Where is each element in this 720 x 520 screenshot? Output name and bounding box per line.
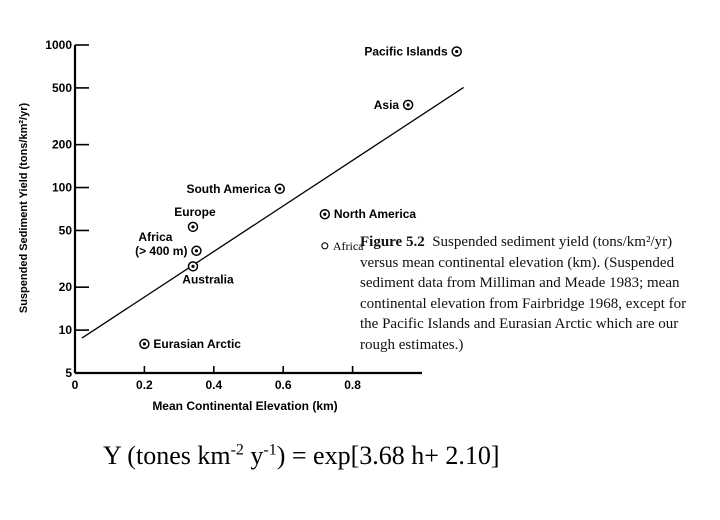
data-point-label: Pacific Islands (364, 44, 448, 59)
data-point-label: Eurasian Arctic (153, 336, 241, 351)
equation-mid: y (243, 441, 264, 470)
data-point-label: South America (186, 181, 271, 196)
equation-suffix: ) = exp[3.68 h+ 2.10] (276, 441, 500, 470)
x-tick-label: 0.8 (344, 378, 361, 392)
y-tick-label: 500 (51, 80, 72, 95)
data-point-label: Australia (182, 272, 234, 287)
open-data-point (322, 243, 328, 249)
caption-text: Suspended sediment yield (tons/km²/yr) versus mean continental elevation (km). (Suspended sediment data from Milliman and Meade 1983; mean continental elevation from Fairbridge 1968, except for the Pacific Islands and Eurasian Arctic which are our rough estimates.) (360, 234, 687, 353)
y-tick-label: 10 (58, 323, 72, 338)
equation-exp2: -1 (263, 441, 277, 459)
data-point-center (143, 342, 146, 345)
data-point-label: (> 400 m) (135, 243, 188, 258)
equation-prefix: Y (tones km (103, 441, 231, 470)
y-tick-label: 1000 (45, 38, 72, 52)
y-axis-label: Suspended Sediment Yield (tons/km²/yr) (18, 102, 30, 314)
equation-exp1: -2 (230, 441, 244, 459)
open-data-point-label: Africa (332, 238, 364, 253)
data-point-center (195, 249, 198, 252)
data-point-center (278, 187, 281, 190)
y-tick-label: 200 (51, 137, 72, 152)
x-axis-label: Mean Continental Elevation (km) (152, 399, 338, 413)
figure-caption (360, 232, 695, 388)
regression-equation (103, 441, 500, 471)
x-tick-label: 0 (71, 378, 79, 392)
data-point-label: Asia (373, 97, 400, 112)
data-point-center (323, 213, 326, 216)
data-point-center (191, 225, 194, 228)
x-tick-label: 0.4 (205, 378, 223, 392)
x-tick-label: 0.2 (136, 378, 153, 392)
y-tick-label: 100 (51, 180, 72, 195)
data-point-center (191, 265, 194, 268)
data-point-label: Africa (138, 229, 173, 244)
y-tick-label: 5 (65, 366, 72, 380)
data-point-label: North America (333, 207, 417, 222)
data-point-label: Europe (174, 204, 216, 219)
y-tick-label: 50 (58, 223, 72, 238)
y-tick-label: 20 (58, 280, 72, 295)
data-point-center (407, 103, 410, 106)
figure-label: Figure 5.2 (360, 234, 425, 250)
x-tick-label: 0.6 (274, 378, 292, 392)
data-point-center (455, 50, 458, 53)
